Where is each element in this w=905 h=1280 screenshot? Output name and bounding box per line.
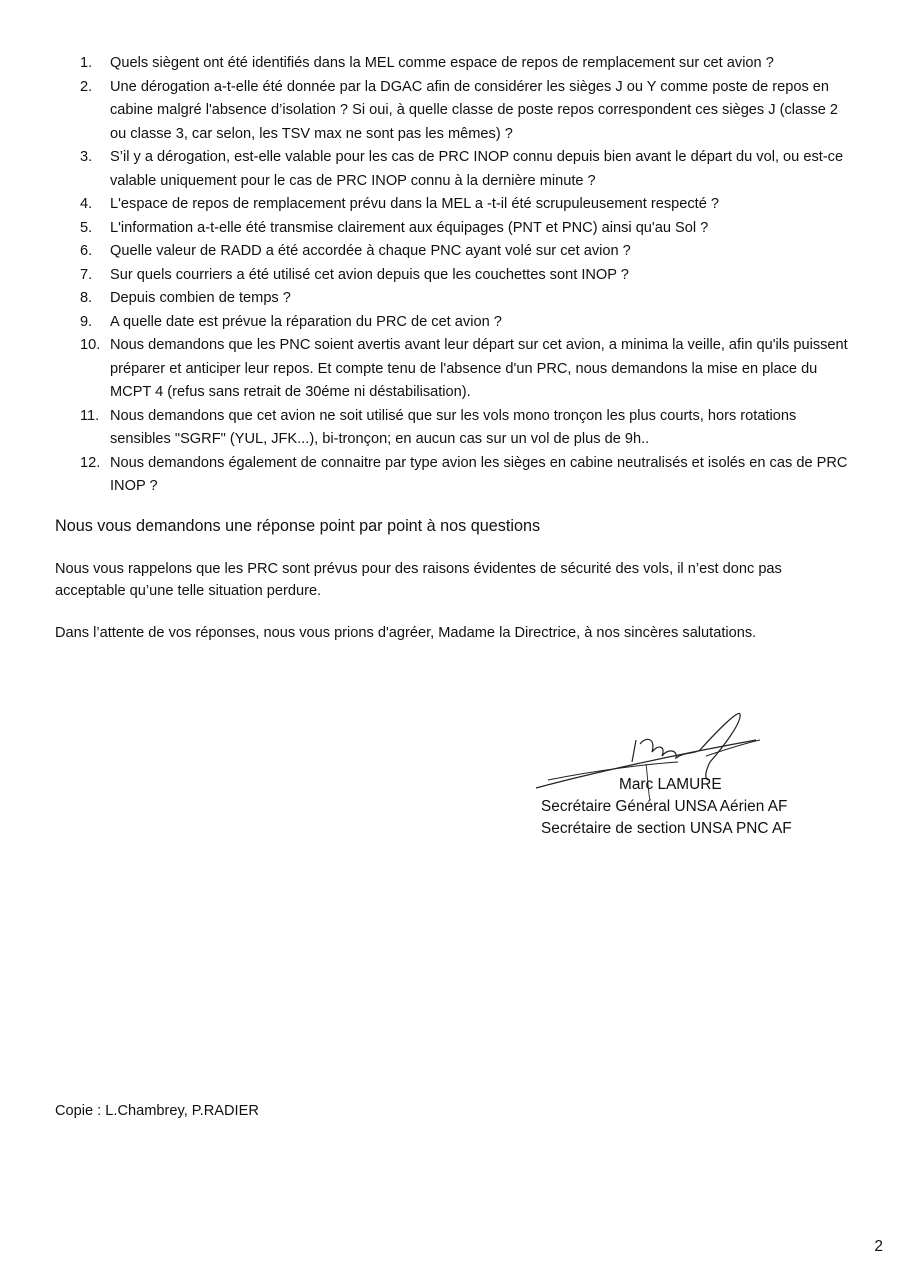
question-number: 2. xyxy=(80,78,93,95)
question-item xyxy=(58,264,858,288)
closing-paragraph: Dans l’attente de vos réponses, nous vous prions d'agréer, Madame la Directrice, à nos sincères salutations. xyxy=(55,625,757,641)
question-text: L'information a-t-elle été transmise clairement aux équipages (PNT et PNC) ainsi qu'au Sol ? xyxy=(110,219,709,236)
question-number: 5. xyxy=(80,219,93,236)
question-number: 7. xyxy=(80,266,93,283)
question-item xyxy=(58,146,858,193)
question-item xyxy=(58,193,858,217)
question-number: 6. xyxy=(80,243,93,259)
signatory-title: Secrétaire Général UNSA Aérien AF xyxy=(541,798,788,815)
question-number: 12. xyxy=(80,454,101,471)
question-text: L'espace de repos de remplacement prévu dans la MEL a -t-il été scrupuleusement respecté ? xyxy=(110,196,720,212)
question-item xyxy=(58,452,858,499)
question-text: Nous demandons que les PNC soient avertis avant leur départ sur cet avion, a minima la veille, afin qu'ils puissent préparer et anticiper leur repos. Et compte tenu de l'absence d'un PRC, nous demandons la mise en place du MCPT 4 (refus sans retrait de 30éme ni déstabilisation). xyxy=(110,337,848,400)
question-number: 10. xyxy=(80,337,101,353)
question-text: Nous demandons que cet avion ne soit utilisé que sur les vols mono tronçon les plus courts, hors rotations sensibles "SGRF" (YUL, JFK...), bi-tronçon; en aucun cas sur un vol de plus de 9h.. xyxy=(110,407,797,447)
question-item xyxy=(58,217,858,241)
question-number: 4. xyxy=(80,196,93,212)
signature-block xyxy=(541,774,792,840)
question-number: 1. xyxy=(80,55,93,71)
question-item xyxy=(58,240,858,264)
question-text: Quelle valeur de RADD a été accordée à chaque PNC ayant volé sur cet avion ? xyxy=(110,243,631,259)
question-text: Nous demandons également de connaitre par type avion les sièges en cabine neutralisés et isolés en cas de PRC INOP ? xyxy=(110,454,848,494)
question-number: 9. xyxy=(80,313,93,330)
reminder-paragraph: Nous vous rappelons que les PRC sont prévus pour des raisons évidentes de sécurité des vols, il n’est donc pas acceptable qu’une telle situation perdure. xyxy=(55,561,782,599)
question-number: 3. xyxy=(80,149,93,165)
question-item xyxy=(58,287,858,311)
question-number: 8. xyxy=(80,290,93,306)
question-text: Sur quels courriers a été utilisé cet avion depuis que les couchettes sont INOP ? xyxy=(110,266,629,283)
question-item xyxy=(58,52,858,76)
request-line: Nous vous demandons une réponse point par point à nos questions xyxy=(55,517,541,535)
signatory-name: Marc LAMURE xyxy=(619,776,722,793)
question-text: S’il y a dérogation, est-elle valable pour les cas de PRC INOP connu depuis bien avant le départ du vol, ou est-ce valable uniquement pour le cas de PRC INOP connu à la dernière minute ? xyxy=(110,149,844,189)
question-item xyxy=(58,311,858,335)
questions-list xyxy=(58,52,858,499)
question-item xyxy=(58,334,858,405)
question-number: 11. xyxy=(80,407,100,424)
question-item xyxy=(58,76,858,147)
question-text: Une dérogation a-t-elle été donnée par la DGAC afin de considérer les sièges J ou Y comme poste de repos en cabine malgré l'absence d’isolation ? Si oui, à quelle classe de poste repos correspondent ces sièges J (classe 2 ou classe 3, car selon, les TSV max ne sont pas les mêmes) ? xyxy=(110,78,839,142)
question-text: Depuis combien de temps ? xyxy=(110,290,291,306)
question-text: Quels siègent ont été identifiés dans la MEL comme espace de repos de remplacement sur cet avion ? xyxy=(110,55,774,71)
page-number: 2 xyxy=(874,1238,883,1255)
question-item xyxy=(58,405,858,452)
copy-recipients: Copie : L.Chambrey, P.RADIER xyxy=(55,1103,259,1119)
question-text: A quelle date est prévue la réparation du PRC de cet avion ? xyxy=(110,313,502,330)
signatory-title: Secrétaire de section UNSA PNC AF xyxy=(541,820,792,837)
